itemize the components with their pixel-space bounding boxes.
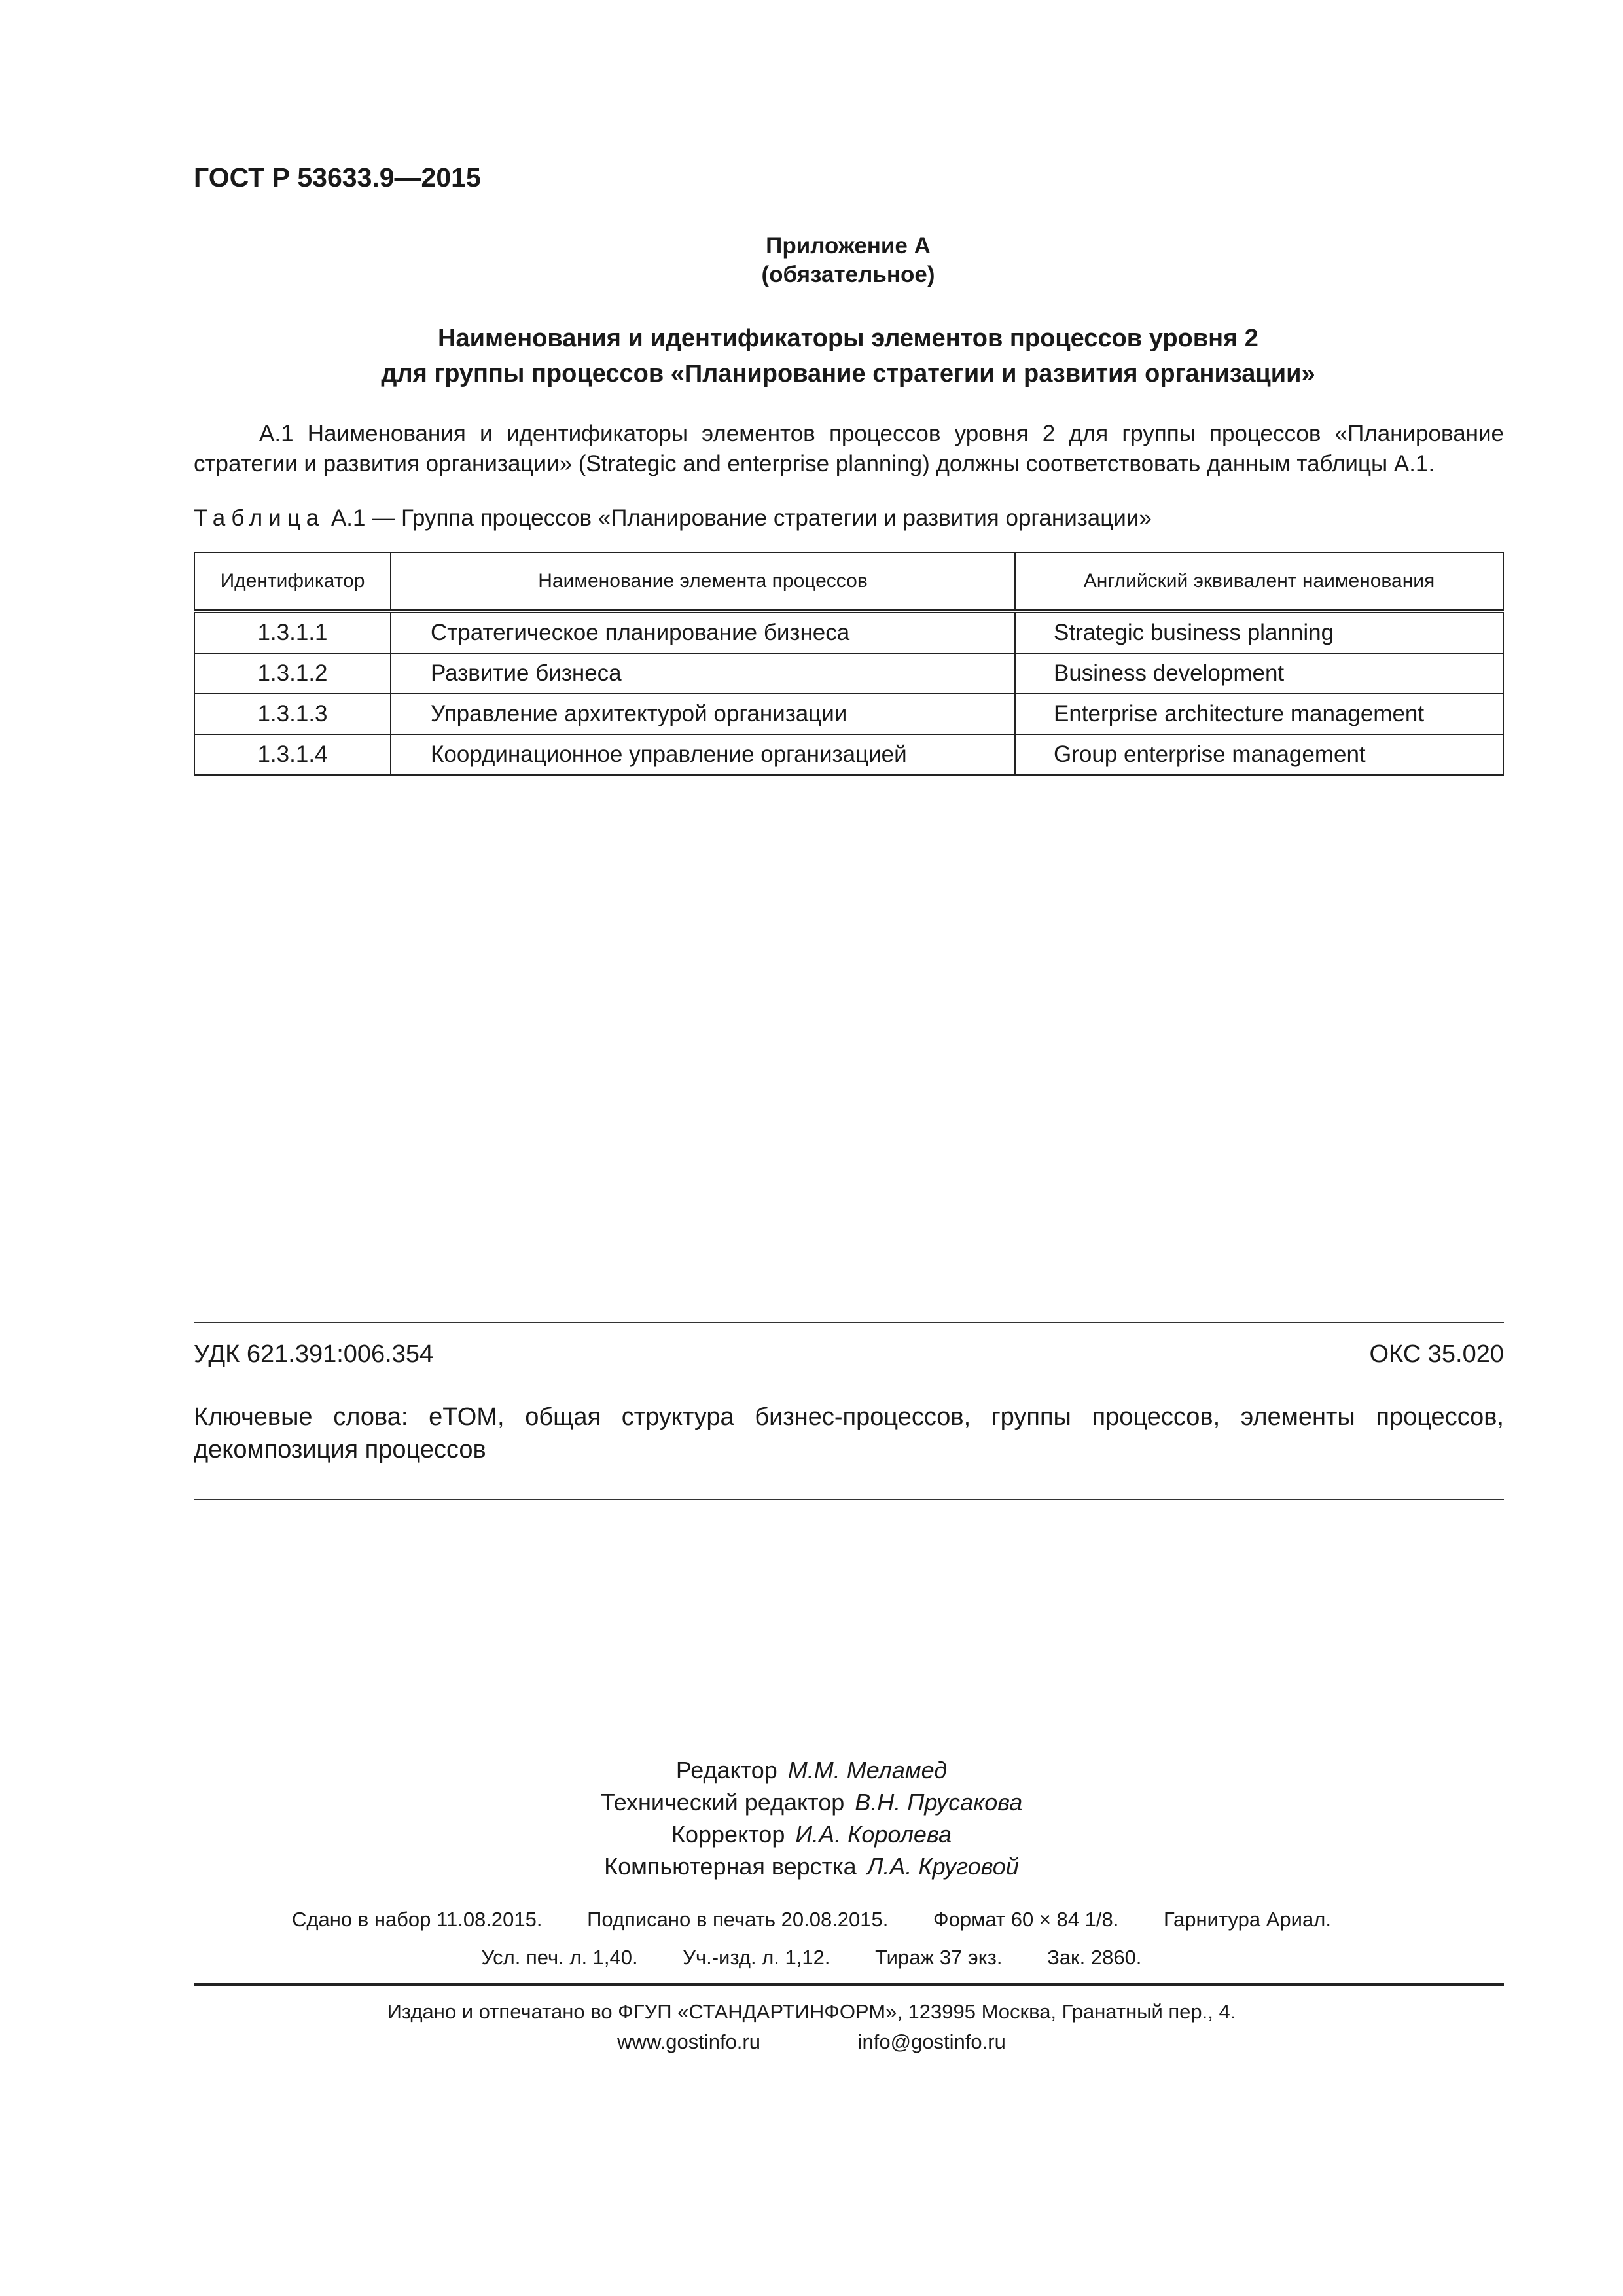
appendix-title-line-1: Наименования и идентификаторы элементов процессов уровня 2 — [438, 325, 1258, 352]
credit-line — [0, 1850, 1623, 1882]
clause-text: А.1 Наименования и идентификаторы элементов процессов уровня 2 для группы процессов «Планирование стратегии и развития организации» (Strategic and enterprise planning) должны соответствовать данным таблицы А.1. — [194, 421, 1504, 476]
cell-english: Strategic business planning — [1015, 611, 1503, 653]
udc-code: УДК 621.391:006.354 — [194, 1340, 434, 1368]
credit-line — [0, 1754, 1623, 1786]
footer-top-divider — [194, 1322, 1504, 1323]
document-code: ГОСТ Р 53633.9—2015 — [194, 162, 481, 192]
column-header-identifier: Идентификатор — [194, 552, 391, 611]
appendix-status: (обязательное) — [761, 262, 935, 287]
imprint-typeset-date: Сдано в набор 11.08.2015. — [292, 1908, 543, 1931]
credit-person: И.А. Королева — [795, 1821, 952, 1848]
imprint-print-date: Подписано в печать 20.08.2015. — [587, 1908, 889, 1931]
imprint-line-1 — [0, 1908, 1623, 1931]
imprint-typeface: Гарнитура Ариал. — [1164, 1908, 1331, 1931]
process-elements-table — [194, 552, 1504, 776]
credit-role: Редактор — [675, 1757, 777, 1784]
cell-english: Enterprise architecture management — [1015, 694, 1503, 734]
imprint-publishing-sheets: Уч.-изд. л. 1,12. — [683, 1946, 830, 1969]
credit-line — [0, 1786, 1623, 1818]
credit-role: Корректор — [671, 1821, 785, 1848]
imprint-print-sheets: Усл. печ. л. 1,40. — [481, 1946, 638, 1969]
table-row — [194, 694, 1503, 734]
credit-line — [0, 1818, 1623, 1850]
appendix-title-line-2: для группы процессов «Планирование стратегии и развития организации» — [381, 360, 1315, 387]
column-header-name: Наименование элемента процессов — [391, 552, 1015, 611]
credit-person: В.Н. Прусакова — [855, 1789, 1023, 1816]
table-row — [194, 611, 1503, 653]
keywords: Ключевые слова: eTOM, общая структура бизнес-процессов, группы процессов, элементы процессов, декомпозиция процессов — [194, 1403, 1504, 1463]
table-caption-prefix: Таблица — [194, 505, 325, 531]
imprint-line-2 — [0, 1946, 1623, 1969]
cell-name: Управление архитектурой организации — [391, 694, 1015, 734]
imprint-circulation: Тираж 37 экз. — [875, 1946, 1003, 1969]
clause-paragraph — [194, 419, 1504, 479]
publisher-links — [0, 2030, 1623, 2054]
credit-person: Л.А. Круговой — [866, 1853, 1019, 1880]
imprint-order-number: Зак. 2860. — [1047, 1946, 1142, 1969]
cell-name: Стратегическое планирование бизнеса — [391, 611, 1015, 653]
imprint-format: Формат 60 × 84 1/8. — [933, 1908, 1119, 1931]
oks-code: ОКС 35.020 — [1369, 1340, 1504, 1368]
appendix-label: Приложение А — [766, 233, 931, 259]
column-header-english: Английский эквивалент наименования — [1015, 552, 1503, 611]
appendix-title — [194, 321, 1503, 391]
table-caption — [194, 505, 1152, 531]
credits-block — [0, 1754, 1623, 1882]
table-caption-text: А.1 — Группа процессов «Планирование стратегии и развития организации» — [325, 505, 1152, 531]
table-row — [194, 653, 1503, 694]
credit-role: Компьютерная верстка — [604, 1853, 857, 1880]
table-row — [194, 734, 1503, 775]
cell-english: Business development — [1015, 653, 1503, 694]
credit-role: Технический редактор — [600, 1789, 845, 1816]
cell-identifier: 1.3.1.2 — [194, 653, 391, 694]
publisher-info: Издано и отпечатано во ФГУП «СТАНДАРТИНФОРМ», 123995 Москва, Гранатный пер., 4. — [387, 2000, 1236, 2023]
credit-person: М.М. Меламед — [787, 1757, 948, 1784]
table-header-row — [194, 552, 1503, 611]
cell-english: Group enterprise management — [1015, 734, 1503, 775]
cell-identifier: 1.3.1.3 — [194, 694, 391, 734]
cell-name: Развитие бизнеса — [391, 653, 1015, 694]
publisher-email-link[interactable]: info@gostinfo.ru — [857, 2030, 1006, 2053]
publisher-divider — [194, 1983, 1504, 1986]
cell-name: Координационное управление организацией — [391, 734, 1015, 775]
cell-identifier: 1.3.1.1 — [194, 611, 391, 653]
footer-bottom-divider — [194, 1499, 1504, 1500]
publisher-website-link[interactable]: www.gostinfo.ru — [617, 2030, 760, 2053]
cell-identifier: 1.3.1.4 — [194, 734, 391, 775]
